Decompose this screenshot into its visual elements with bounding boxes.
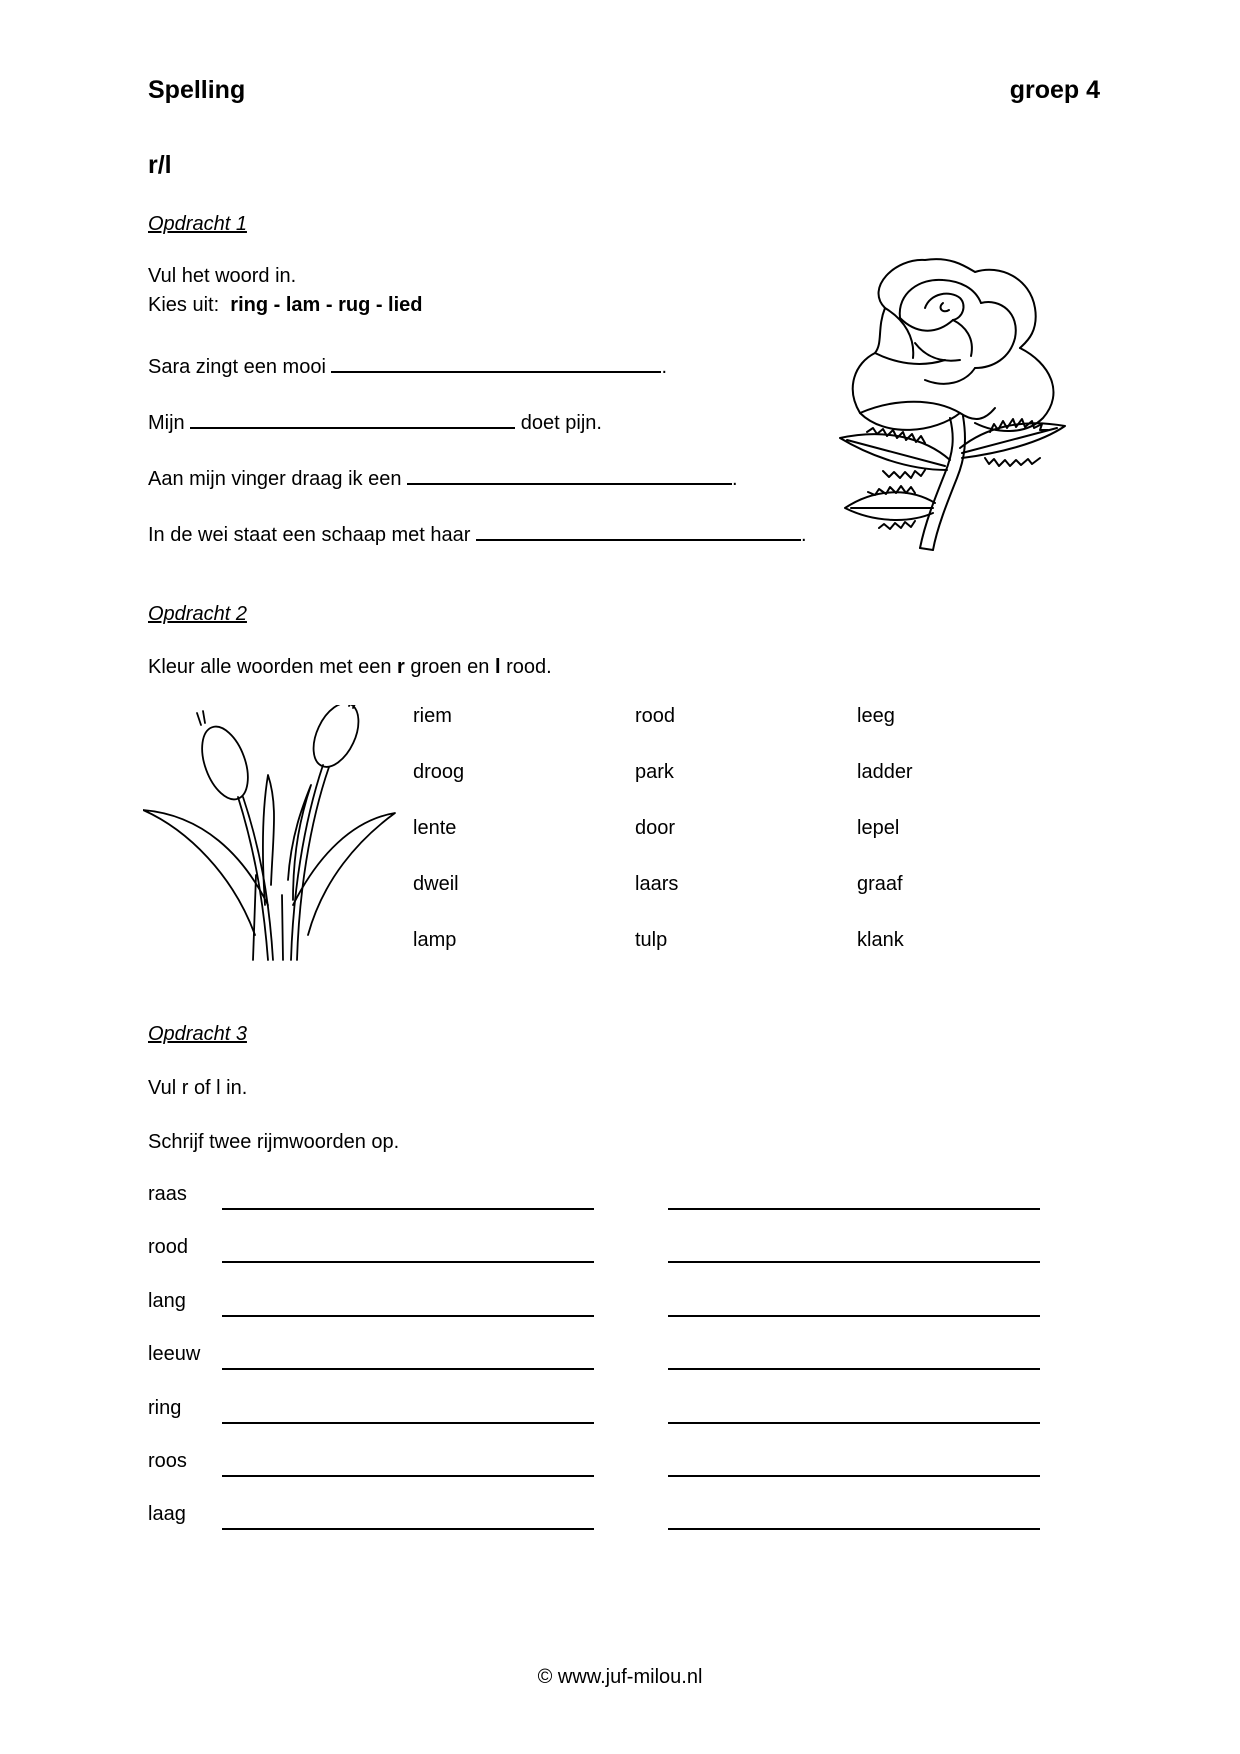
footer-copyright: © www.juf-milou.nl: [537, 1666, 703, 1688]
cattail-illustration: [143, 705, 398, 965]
word-item[interactable]: ladder: [857, 761, 913, 783]
choose-label: Kies uit:: [148, 294, 220, 316]
word-item[interactable]: lamp: [413, 929, 457, 951]
word-item[interactable]: klank: [857, 929, 904, 951]
group-label: groep 4: [1009, 76, 1100, 104]
sentence-4: [148, 519, 807, 547]
word-item[interactable]: lepel: [857, 817, 900, 839]
rhyme-blank-left[interactable]: [222, 1315, 594, 1317]
word-item[interactable]: door: [635, 817, 676, 839]
word-item[interactable]: riem: [413, 705, 452, 727]
rhyme-blank-left[interactable]: [222, 1475, 594, 1477]
sentence-4-text: In de wei staat een schaap met haar: [148, 524, 471, 546]
rhyme-blank-right[interactable]: [668, 1261, 1040, 1263]
rhyme-blank-right[interactable]: [668, 1208, 1040, 1210]
word-item[interactable]: laars: [635, 873, 679, 895]
sentence-1: [148, 351, 667, 379]
word-item[interactable]: park: [635, 761, 674, 783]
word-item[interactable]: leeg: [857, 705, 895, 727]
word-item[interactable]: droog: [413, 761, 465, 783]
word-item[interactable]: dweil: [413, 873, 459, 895]
sentence-1-text: Sara zingt een mooi: [148, 356, 326, 378]
rhyme-blank-left[interactable]: [222, 1422, 594, 1424]
word-item[interactable]: rood: [635, 705, 676, 727]
word-column-3: [857, 705, 913, 985]
sentence-3-end: .: [732, 468, 738, 490]
sentence-3-text: Aan mijn vinger draag ik een: [148, 468, 402, 490]
rhyme-word: raas: [148, 1183, 187, 1205]
rhyme-blank-right[interactable]: [668, 1422, 1040, 1424]
opdracht-3-instruction-2: Schrijf twee rijmwoorden op.: [148, 1131, 400, 1153]
word-column-1: [413, 705, 464, 985]
rhyme-blank-left[interactable]: [222, 1528, 594, 1530]
sentence-4-end: .: [800, 524, 807, 546]
answer-blank-3[interactable]: [407, 463, 732, 485]
rhyme-word: rood: [148, 1236, 189, 1258]
sentence-2: [148, 407, 602, 435]
opdracht-3-heading: Opdracht 3: [148, 1023, 247, 1045]
word-item[interactable]: tulp: [635, 929, 668, 951]
rhyme-blank-left[interactable]: [222, 1208, 594, 1210]
word-item[interactable]: lente: [413, 817, 457, 839]
instruction-part-3: rood.: [506, 656, 552, 678]
opdracht-1-heading: Opdracht 1: [148, 213, 247, 235]
answer-blank-2[interactable]: [190, 407, 515, 429]
instruction-part-1: Kleur alle woorden met een: [148, 656, 392, 678]
word-item[interactable]: graaf: [857, 873, 903, 895]
sentence-1-end: .: [661, 356, 668, 378]
rhyme-word: roos: [148, 1450, 187, 1472]
answer-blank-4[interactable]: [476, 519, 801, 541]
letter-r: r: [397, 656, 405, 678]
rhyme-word: leeuw: [148, 1343, 201, 1365]
rhyme-word: ring: [148, 1397, 182, 1419]
opdracht-2-instruction: [148, 656, 552, 679]
answer-blank-1[interactable]: [331, 351, 661, 373]
topic-title: r/l: [148, 151, 172, 179]
letter-l: l: [494, 656, 501, 678]
rhyme-blank-right[interactable]: [668, 1528, 1040, 1530]
opdracht-3-instruction-1: Vul r of l in.: [148, 1077, 248, 1099]
worksheet-title: Spelling: [148, 76, 246, 104]
rhyme-word: lang: [148, 1290, 186, 1312]
rhyme-blank-right[interactable]: [668, 1475, 1040, 1477]
rhyme-word: laag: [148, 1503, 186, 1525]
choose-line: [148, 294, 423, 317]
word-column-2: [635, 705, 678, 985]
sentence-2-text: Mijn: [148, 412, 185, 434]
rhyme-blank-left[interactable]: [222, 1368, 594, 1370]
sentence-2-end: doet pijn.: [520, 412, 602, 434]
opdracht-2-heading: Opdracht 2: [148, 603, 247, 625]
rose-illustration: [825, 248, 1105, 568]
instruction-part-2: groen en: [410, 656, 490, 678]
rhyme-blank-right[interactable]: [668, 1315, 1040, 1317]
rhyme-blank-right[interactable]: [668, 1368, 1040, 1370]
sentence-3: [148, 463, 738, 491]
rhyme-blank-left[interactable]: [222, 1261, 594, 1263]
choices: ring - lam - rug - lied: [230, 294, 423, 316]
opdracht-1-instruction: Vul het woord in.: [148, 265, 297, 287]
